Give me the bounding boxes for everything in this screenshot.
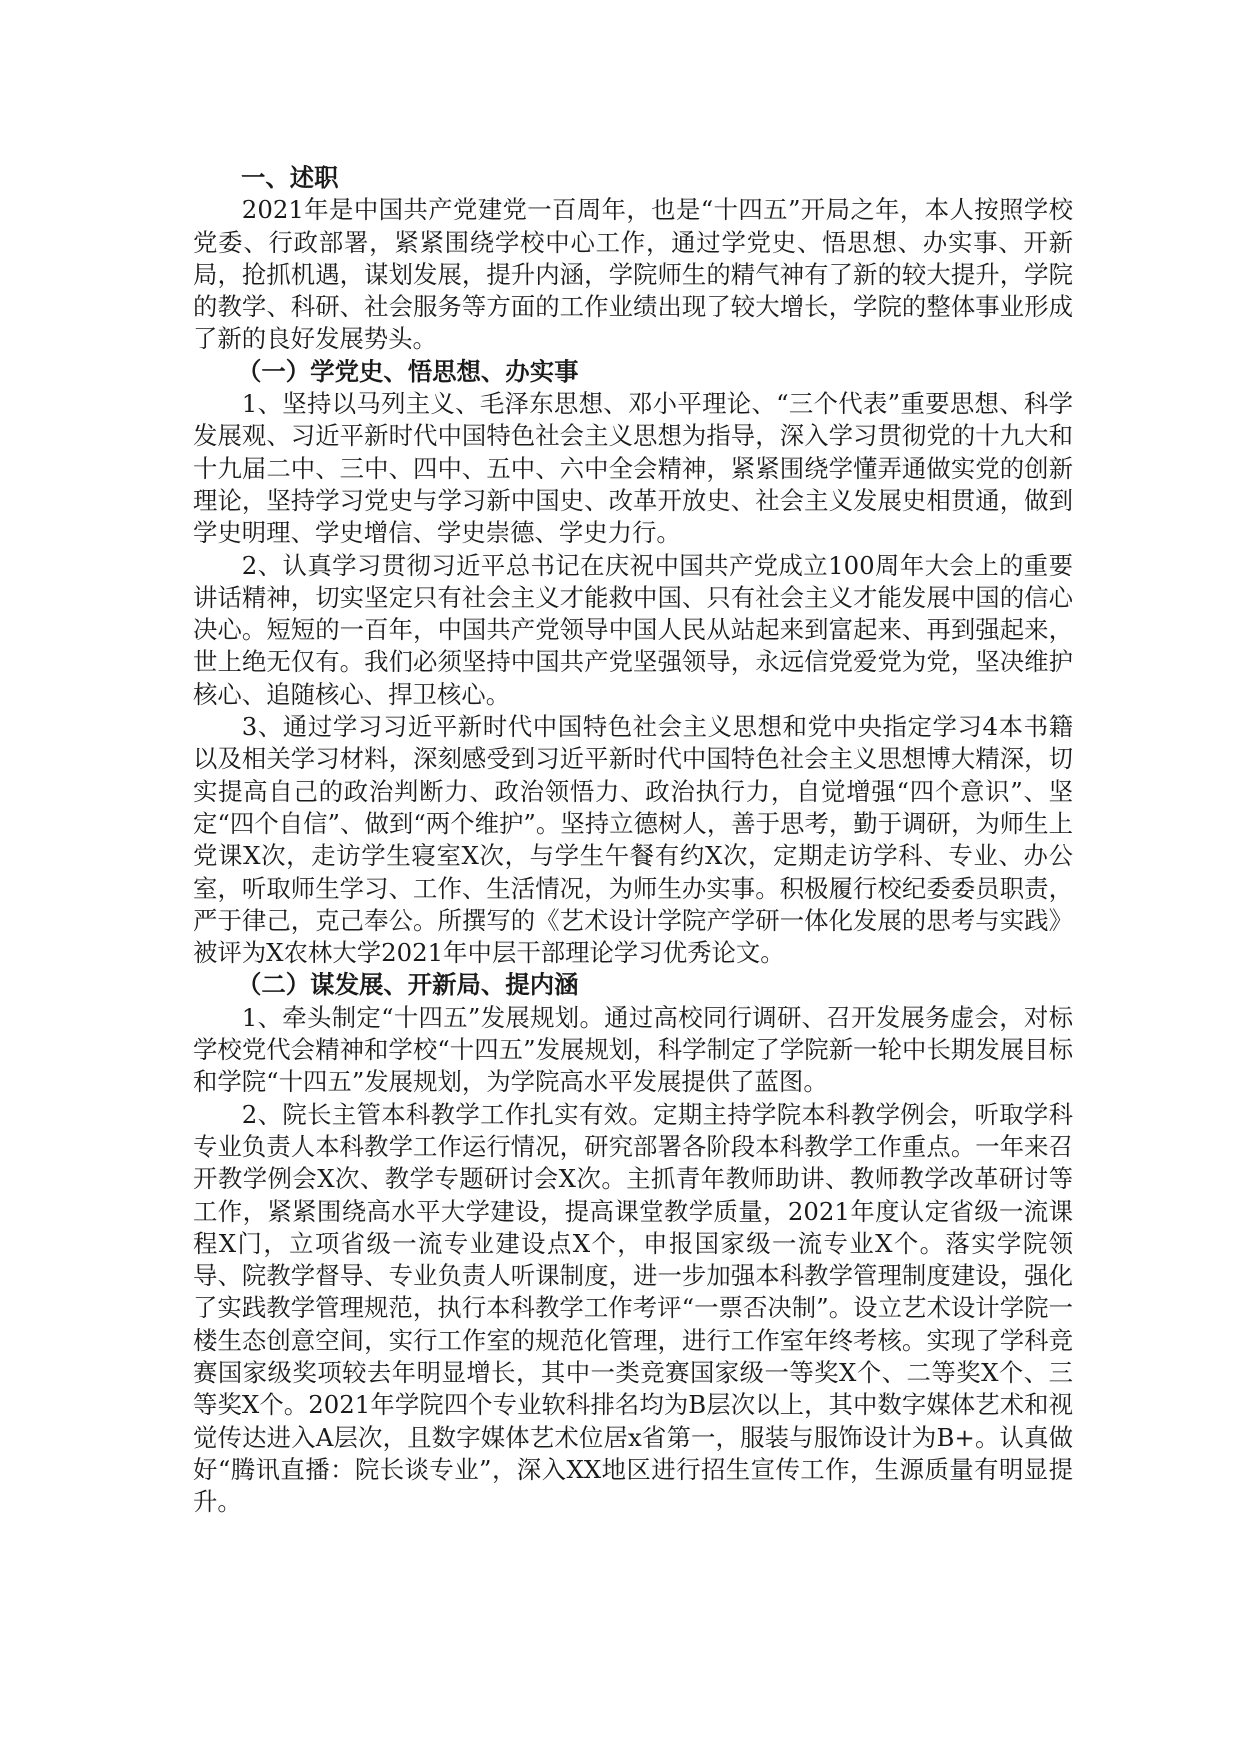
section-heading: 一、述职	[241, 163, 339, 192]
subsection-title-1: （一）学党史、悟思想、办实事	[237, 356, 579, 386]
paragraph: 1、牵头制定“十四五”发展规划。通过高校同行调研、召开发展务虚会，对标学校党代会精神和学校“十四五”发展规划，科学制定了学院新一轮中长期发展目标和学院“十四五”发展规划，为学院高水平发展提供了蓝图。	[193, 1002, 1073, 1097]
document-page	[193, 162, 1073, 1518]
subsection-title-2: （二）谋发展、开新局、提内涵	[237, 970, 579, 1000]
intro-paragraph: 2021年是中国共产党建党一百周年，也是“十四五”开局之年，本人按照学校党委、行政部署，紧紧围绕学校中心工作，通过学党史、悟思想、办实事、开新局，抢抓机遇，谋划发展，提升内涵，学院师生的精气神有了新的较大提升，学院的教学、科研、社会服务等方面的工作业绩出现了较大增长，学院的整体事业形成了新的良好发展势头。	[193, 195, 1073, 354]
paragraph: 3、通过学习习近平新时代中国特色社会主义思想和党中央指定学习4本书籍以及相关学习材料，深刻感受到习近平新时代中国特色社会主义思想博大精深，切实提高自己的政治判断力、政治领悟力、政治执行力，自觉增强“四个意识”、坚定“四个自信”、做到“两个维护”。坚持立德树人，善于思考，勤于调研，为师生上党课X次，走访学生寝室X次，与学生午餐有约X次，定期走访学科、专业、办公室，听取师生学习、工作、生活情况，为师生办实事。积极履行校纪委委员职责，严于律己，克己奉公。所撰写的《艺术设计学院产学研一体化发展的思考与实践》被评为X农林大学2021年中层干部理论学习优秀论文。	[193, 712, 1073, 968]
paragraph: 2、院长主管本科教学工作扎实有效。定期主持学院本科教学例会，听取学科专业负责人本科教学工作运行情况，研究部署各阶段本科教学工作重点。一年来召开教学例会X次、教学专题研讨会X次。主抓青年教师助讲、教师教学改革研讨等工作，紧紧围绕高水平大学建设，提高课堂教学质量，2021年度认定省级一流课程X门，立项省级一流专业建设点X个，申报国家级一流专业X个。落实学院领导、院教学督导、专业负责人听课制度，进一步加强本科教学管理制度建设，强化了实践教学管理规范，执行本科教学工作考评“一票否决制”。设立艺术设计学院一楼生态创意空间，实行工作室的规范化管理，进行工作室年终考核。实现了学科竞赛国家级奖项较去年明显增长，其中一类竞赛国家级一等奖X个、二等奖X个、三等奖X个。2021年学院四个专业软科排名均为B层次以上，其中数字媒体艺术和视觉传达进入A层次，且数字媒体艺术位居x省第一，服装与服饰设计为B+。认真做好“腾讯直播：院长谈专业”，深入XX地区进行招生宣传工作，生源质量有明显提升。	[193, 1099, 1073, 1517]
paragraph: 1、坚持以马列主义、毛泽东思想、邓小平理论、“三个代表”重要思想、科学发展观、习近平新时代中国特色社会主义思想为指导，深入学习贯彻党的十九大和十九届二中、三中、四中、五中、六中全会精神，紧紧围绕学懂弄通做实党的创新理论，坚持学习党史与学习新中国史、改革开放史、社会主义发展史相贯通，做到学史明理、学史增信、学史崇德、学史力行。	[193, 389, 1073, 548]
paragraph: 2、认真学习贯彻习近平总书记在庆祝中国共产党成立100周年大会上的重要讲话精神，切实坚定只有社会主义才能救中国、只有社会主义才能发展中国的信心决心。短短的一百年，中国共产党领导中国人民从站起来到富起来、再到强起来，世上绝无仅有。我们必须坚持中国共产党坚强领导，永远信党爱党为党，坚决维护核心、追随核心、捍卫核心。	[193, 550, 1073, 709]
